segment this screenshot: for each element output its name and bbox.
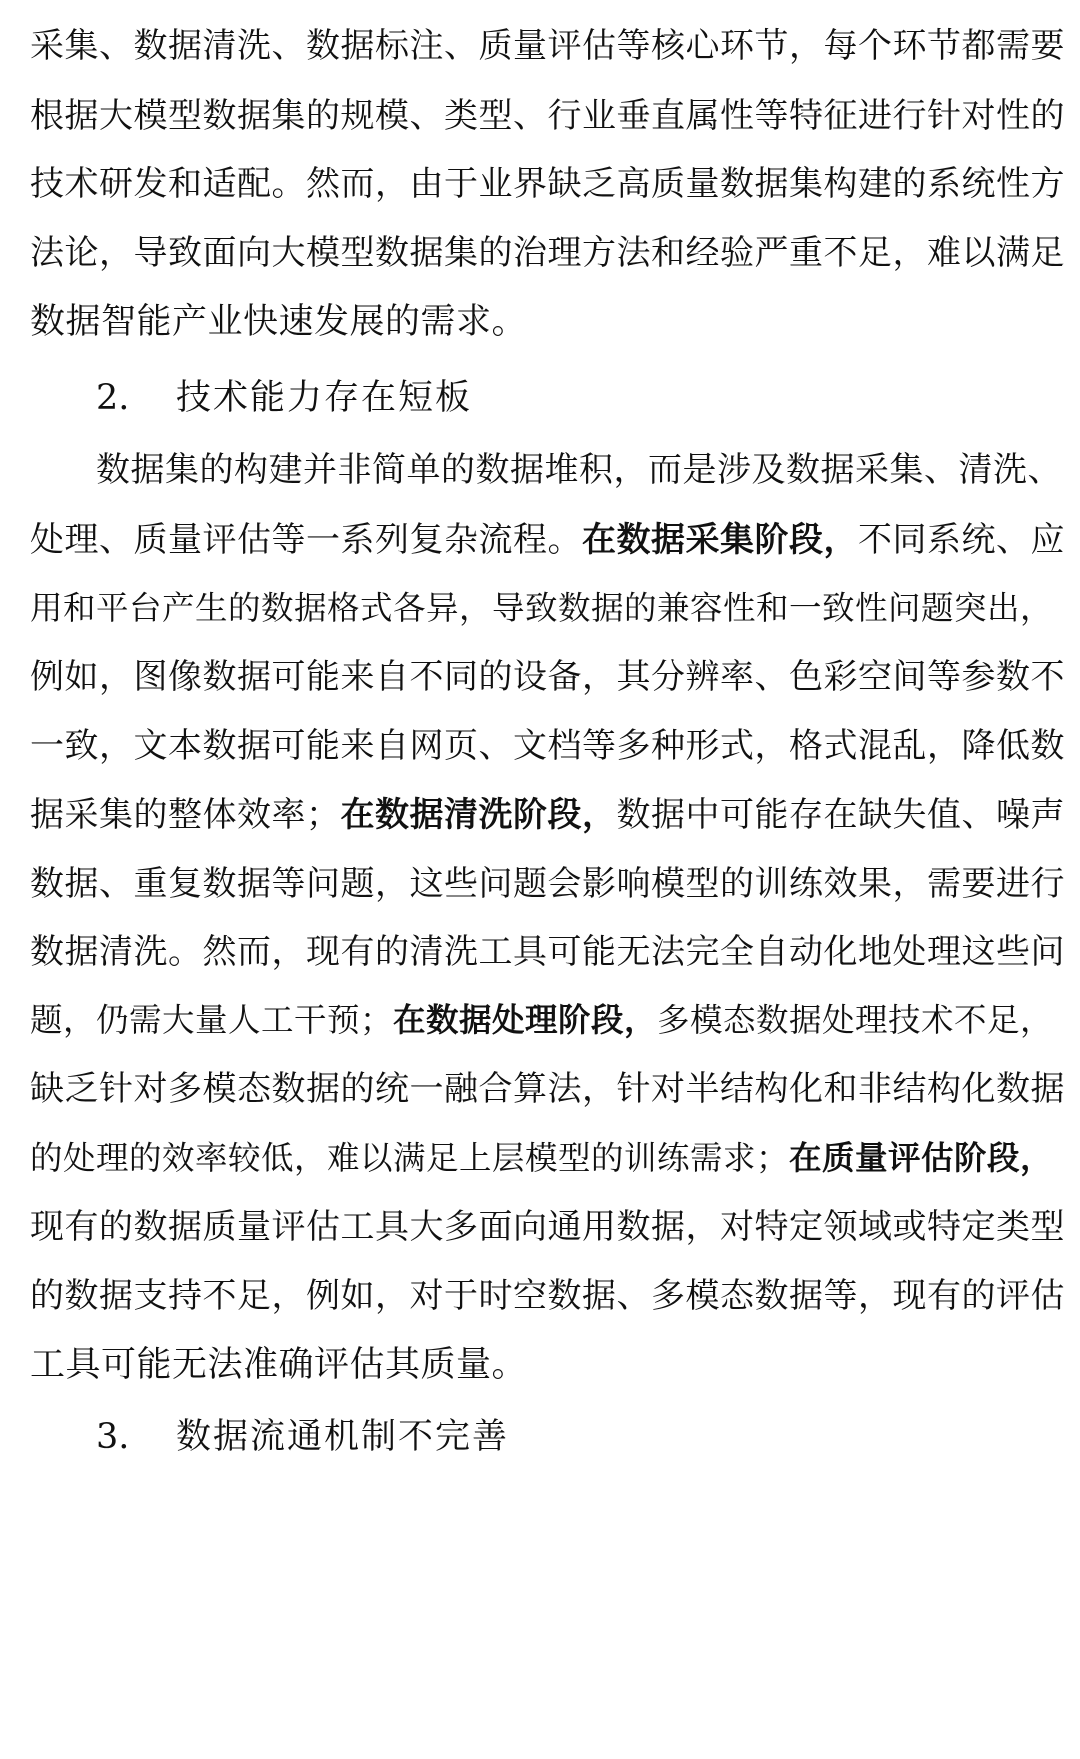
emphasis-data-collection-stage: 在数据采集阶段， bbox=[582, 520, 858, 560]
text-segment: 不同系统、应 bbox=[858, 520, 1065, 560]
text-segment: 题，仍需大量人工干预； bbox=[30, 1001, 394, 1039]
text-line: 数据、重复数据等问题，这些问题会影响模型的训练效果，需要进行 bbox=[30, 864, 1065, 904]
text-line: 数据清洗。然而，现有的清洗工具可能无法完全自动化地处理这些问 bbox=[30, 932, 1065, 972]
text-line: 工具可能无法准确评估其质量。 bbox=[30, 1345, 528, 1385]
text-line: 根据大模型数据集的规模、类型、行业垂直属性等特征进行针对性的 bbox=[30, 96, 1065, 136]
text-line: 数据智能产业快速发展的需求。 bbox=[30, 302, 528, 342]
text-line: 用和平台产生的数据格式各异，导致数据的兼容性和一致性问题突出， bbox=[30, 589, 1054, 627]
text-line: 现有的数据质量评估工具大多面向通用数据，对特定领域或特定类型 bbox=[30, 1207, 1065, 1247]
text-segment: 数据中可能存在缺失值、噪声 bbox=[616, 795, 1065, 835]
text-line bbox=[30, 1138, 1053, 1178]
text-segment: 据采集的整体效率； bbox=[30, 795, 341, 835]
text-line: 数据集的构建并非简单的数据堆积，而是涉及数据采集、清洗、 bbox=[96, 450, 1062, 490]
heading-number: 2. bbox=[96, 378, 130, 418]
heading-title: 数据流通机制不完善 bbox=[176, 1417, 510, 1457]
text-line bbox=[30, 795, 1065, 835]
emphasis-data-processing-stage: 在数据处理阶段， bbox=[393, 1001, 658, 1039]
text-line: 例如，图像数据可能来自不同的设备，其分辨率、色彩空间等参数不 bbox=[30, 657, 1065, 697]
text-segment: 的处理的效率较低，难以满足上层模型的训练需求； bbox=[30, 1139, 790, 1177]
text-line bbox=[30, 1000, 1053, 1040]
text-line: 缺乏针对多模态数据的统一融合算法，针对半结构化和非结构化数据 bbox=[30, 1069, 1065, 1109]
text-line: 一致，文本数据可能来自网页、文档等多种形式，格式混乱，降低数 bbox=[30, 726, 1065, 766]
emphasis-data-cleaning-stage: 在数据清洗阶段， bbox=[340, 795, 617, 835]
text-segment: 处理、质量评估等一系列复杂流程。 bbox=[30, 520, 582, 560]
text-line: 技术研发和适配。然而，由于业界缺乏高质量数据集构建的系统性方 bbox=[30, 164, 1065, 204]
emphasis-quality-assessment-stage: 在质量评估阶段， bbox=[789, 1139, 1054, 1177]
heading-title: 技术能力存在短板 bbox=[176, 378, 473, 418]
text-segment: 多模态数据处理技术不足， bbox=[657, 1001, 1054, 1039]
text-line bbox=[30, 520, 1065, 560]
text-line: 法论，导致面向大模型数据集的治理方法和经验严重不足，难以满足 bbox=[30, 233, 1065, 273]
text-line: 采集、数据清洗、数据标注、质量评估等核心环节，每个环节都需要 bbox=[30, 26, 1065, 66]
text-line: 的数据支持不足，例如，对于时空数据、多模态数据等，现有的评估 bbox=[30, 1276, 1065, 1316]
heading-number: 3. bbox=[96, 1417, 130, 1457]
